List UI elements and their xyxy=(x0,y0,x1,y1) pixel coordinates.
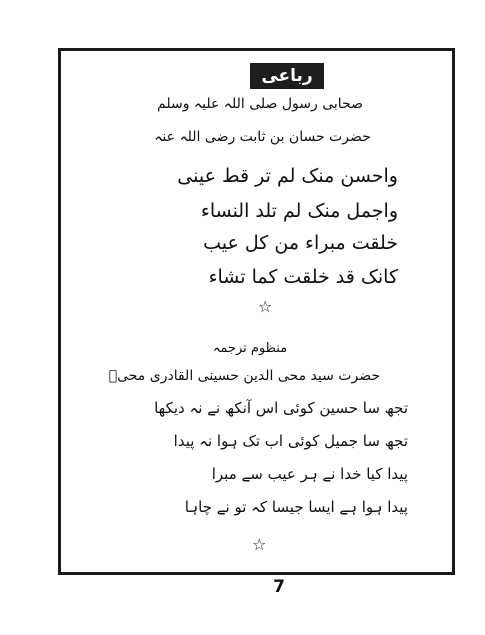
star-separator-icon: ☆ xyxy=(252,535,267,554)
rubai-heading: رباعی xyxy=(250,63,324,89)
urdu-verse-line: تجھ سا حسین کوئی اس آنکھ نے نہ دیکھا xyxy=(154,399,408,417)
urdu-verse-line: پیدا کیا خدا نے ہر عیب سے مبرا xyxy=(211,465,408,483)
urdu-verse-line: پیدا ہوا ہے ایسا جیسا کہ تو نے چاہا xyxy=(184,498,408,516)
star-separator-icon: ☆ xyxy=(258,297,273,316)
arabic-verse-line: واحسن منک لم تر قط عینی xyxy=(177,165,398,187)
page-border xyxy=(58,48,455,575)
arabic-verse-line: خلقت مبراء من کل عیب xyxy=(203,232,398,254)
subtitle-companion: صحابی رسول صلی اللہ علیہ وسلم xyxy=(157,96,363,112)
arabic-verse-line: واجمل منک لم تلد النساء xyxy=(200,200,398,222)
arabic-verse-line: کانک قد خلقت کما تشاء xyxy=(208,266,398,288)
page-number: 7 xyxy=(273,577,285,597)
urdu-verse-line: تجھ سا جمیل کوئی اب تک ہوا نہ پیدا xyxy=(173,432,408,450)
subtitle-poet: حضرت حسان بن ثابت رضی اللہ عنہ xyxy=(154,129,371,145)
translation-heading: منظوم ترجمہ xyxy=(212,341,288,356)
translator-name: حضرت سید محی الدین حسینی القادری محیؔ xyxy=(108,368,380,384)
